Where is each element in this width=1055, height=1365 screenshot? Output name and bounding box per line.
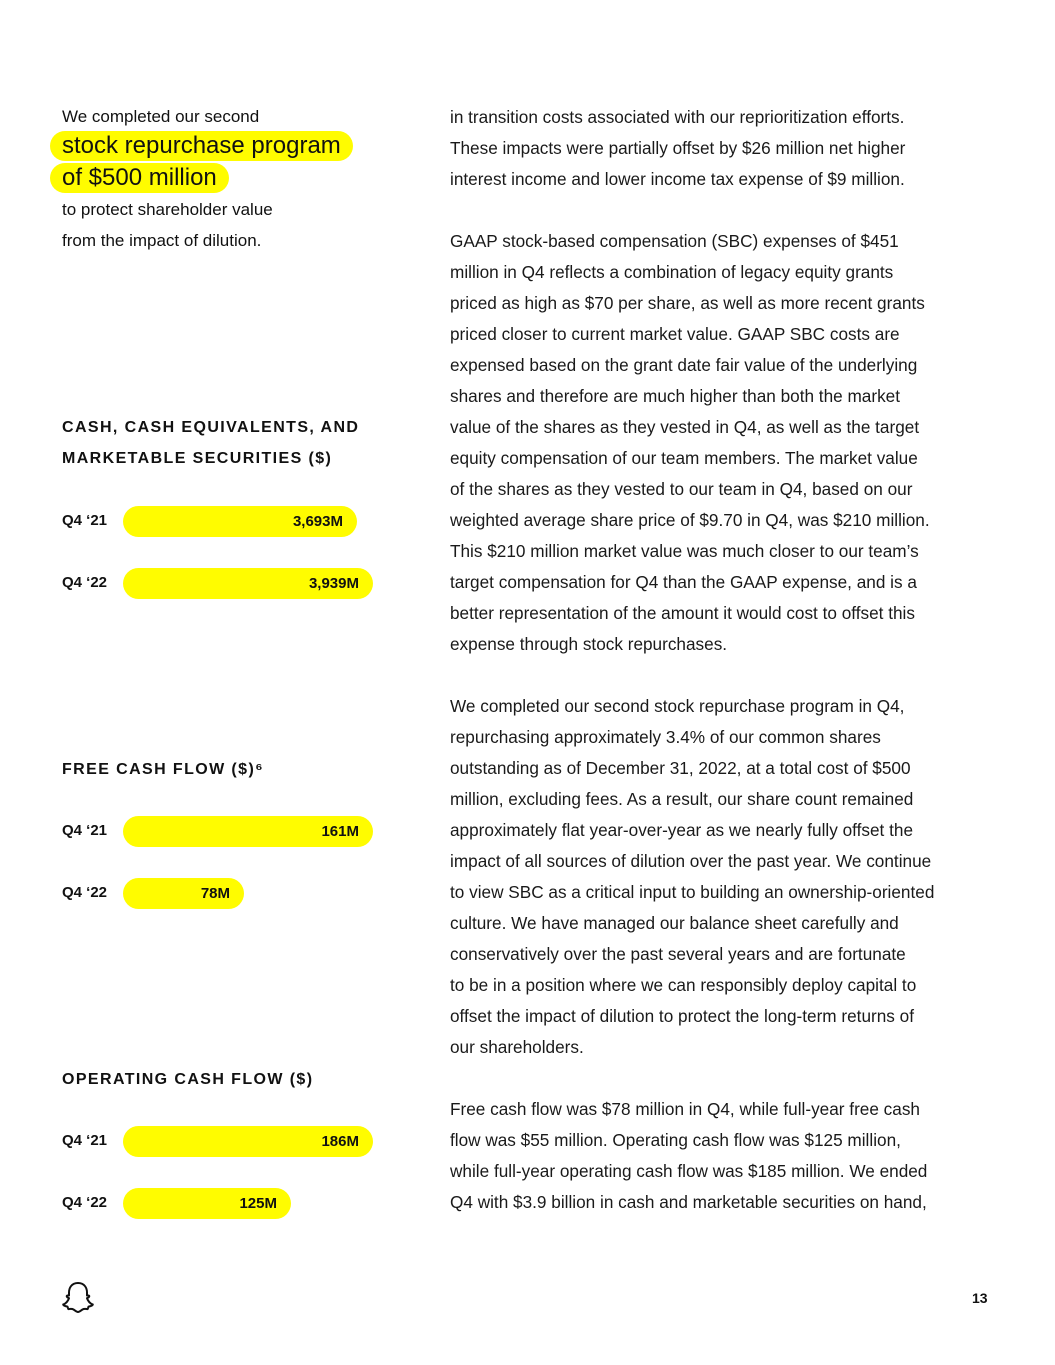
ocf-bar-q4-21: 186M — [123, 1126, 373, 1157]
body-line: repurchasing approximately 3.4% of our common shares — [450, 727, 881, 747]
body-line: while full-year operating cash flow was $185 million. We ended — [450, 1161, 928, 1181]
pull-quote-line-4: from the impact of dilution. — [62, 231, 262, 250]
body-line: weighted average share price of $9.70 in Q4, was $210 million. — [450, 510, 930, 530]
ocf-bar-label-q4-22: Q4 ‘22 — [62, 1194, 108, 1211]
body-line: outstanding as of December 31, 2022, at a total cost of $500 — [450, 758, 911, 778]
ocf-bar-label-q4-21: Q4 ‘21 — [62, 1132, 108, 1149]
fcf-bar-q4-21: 161M — [123, 816, 373, 847]
cash-bar-label-q4-21: Q4 ‘21 — [62, 512, 108, 529]
body-line: shares and therefore are much higher than both the market — [450, 386, 901, 406]
body-line: of the shares as they vested to our team in Q4, based on our — [450, 479, 913, 499]
body-line: priced closer to current market value. GAAP SBC costs are — [450, 324, 900, 344]
body-line: better representation of the amount it would cost to offset this — [450, 603, 915, 623]
fcf-bar-q4-22: 78M — [123, 878, 244, 909]
body-line: approximately flat year-over-year as we nearly fully offset the — [450, 820, 913, 840]
body-line: GAAP stock-based compensation (SBC) expenses of $451 — [450, 231, 899, 251]
ocf-bar-q4-22: 125M — [123, 1188, 291, 1219]
ghost-logo-icon — [60, 1280, 96, 1316]
body-paragraph — [450, 102, 980, 195]
body-line: in transition costs associated with our reprioritization efforts. — [450, 107, 905, 127]
ocf-chart-title: OPERATING CASH FLOW ($) — [62, 1071, 314, 1088]
body-line: value of the shares as they vested in Q4, as well as the target — [450, 417, 920, 437]
body-line: This $210 million market value was much closer to our team’s — [450, 541, 919, 561]
cash-chart-title: CASH, CASH EQUIVALENTS, AND MARKETABLE SECURITIES ($) — [62, 419, 360, 467]
body-line: to be in a position where we can responsibly deploy capital to — [450, 975, 917, 995]
pull-quote-highlight-1: stock repurchase program — [50, 131, 353, 161]
fcf-chart-title: FREE CASH FLOW ($)⁶ — [62, 761, 264, 778]
page-number: 13 — [972, 1290, 988, 1306]
body-paragraph — [450, 691, 980, 1063]
body-line: expense through stock repurchases. — [450, 634, 728, 654]
body-line: million, excluding fees. As a result, our share count remained — [450, 789, 914, 809]
body-line: target compensation for Q4 than the GAAP expense, and is a — [450, 572, 917, 592]
body-line: Free cash flow was $78 million in Q4, while full-year free cash — [450, 1099, 920, 1119]
body-line: million in Q4 reflects a combination of legacy equity grants — [450, 262, 894, 282]
fcf-bar-label-q4-21: Q4 ‘21 — [62, 822, 108, 839]
cash-bar-label-q4-22: Q4 ‘22 — [62, 574, 108, 591]
body-paragraph — [450, 226, 980, 660]
body-paragraph — [450, 1094, 980, 1218]
body-line: equity compensation of our team members. The market value — [450, 448, 918, 468]
body-line: These impacts were partially offset by $26 million net higher — [450, 138, 906, 158]
body-line: conservatively over the past several years and are fortunate — [450, 944, 906, 964]
body-line: culture. We have managed our balance sheet carefully and — [450, 913, 899, 933]
pull-quote-line-3: to protect shareholder value — [62, 200, 273, 219]
body-line: interest income and lower income tax expense of $9 million. — [450, 169, 905, 189]
cash-bar-q4-22: 3,939M — [123, 568, 373, 599]
cash-bar-q4-21: 3,693M — [123, 506, 357, 537]
pull-quote-line-1: We completed our second — [62, 107, 260, 126]
fcf-bar-label-q4-22: Q4 ‘22 — [62, 884, 108, 901]
body-line: our shareholders. — [450, 1037, 584, 1057]
body-line: We completed our second stock repurchase program in Q4, — [450, 696, 905, 716]
body-text — [450, 102, 980, 1249]
body-line: expensed based on the grant date fair value of the underlying — [450, 355, 918, 375]
pull-quote-highlight-2: of $500 million — [50, 163, 229, 193]
body-line: priced as high as $70 per share, as well as more recent grants — [450, 293, 925, 313]
body-line: Q4 with $3.9 billion in cash and marketable securities on hand, — [450, 1192, 927, 1212]
body-line: flow was $55 million. Operating cash flow was $125 million, — [450, 1130, 901, 1150]
body-line: impact of all sources of dilution over the past year. We continue — [450, 851, 932, 871]
body-line: offset the impact of dilution to protect the long-term returns of — [450, 1006, 914, 1026]
body-line: to view SBC as a critical input to building an ownership-oriented — [450, 882, 935, 902]
